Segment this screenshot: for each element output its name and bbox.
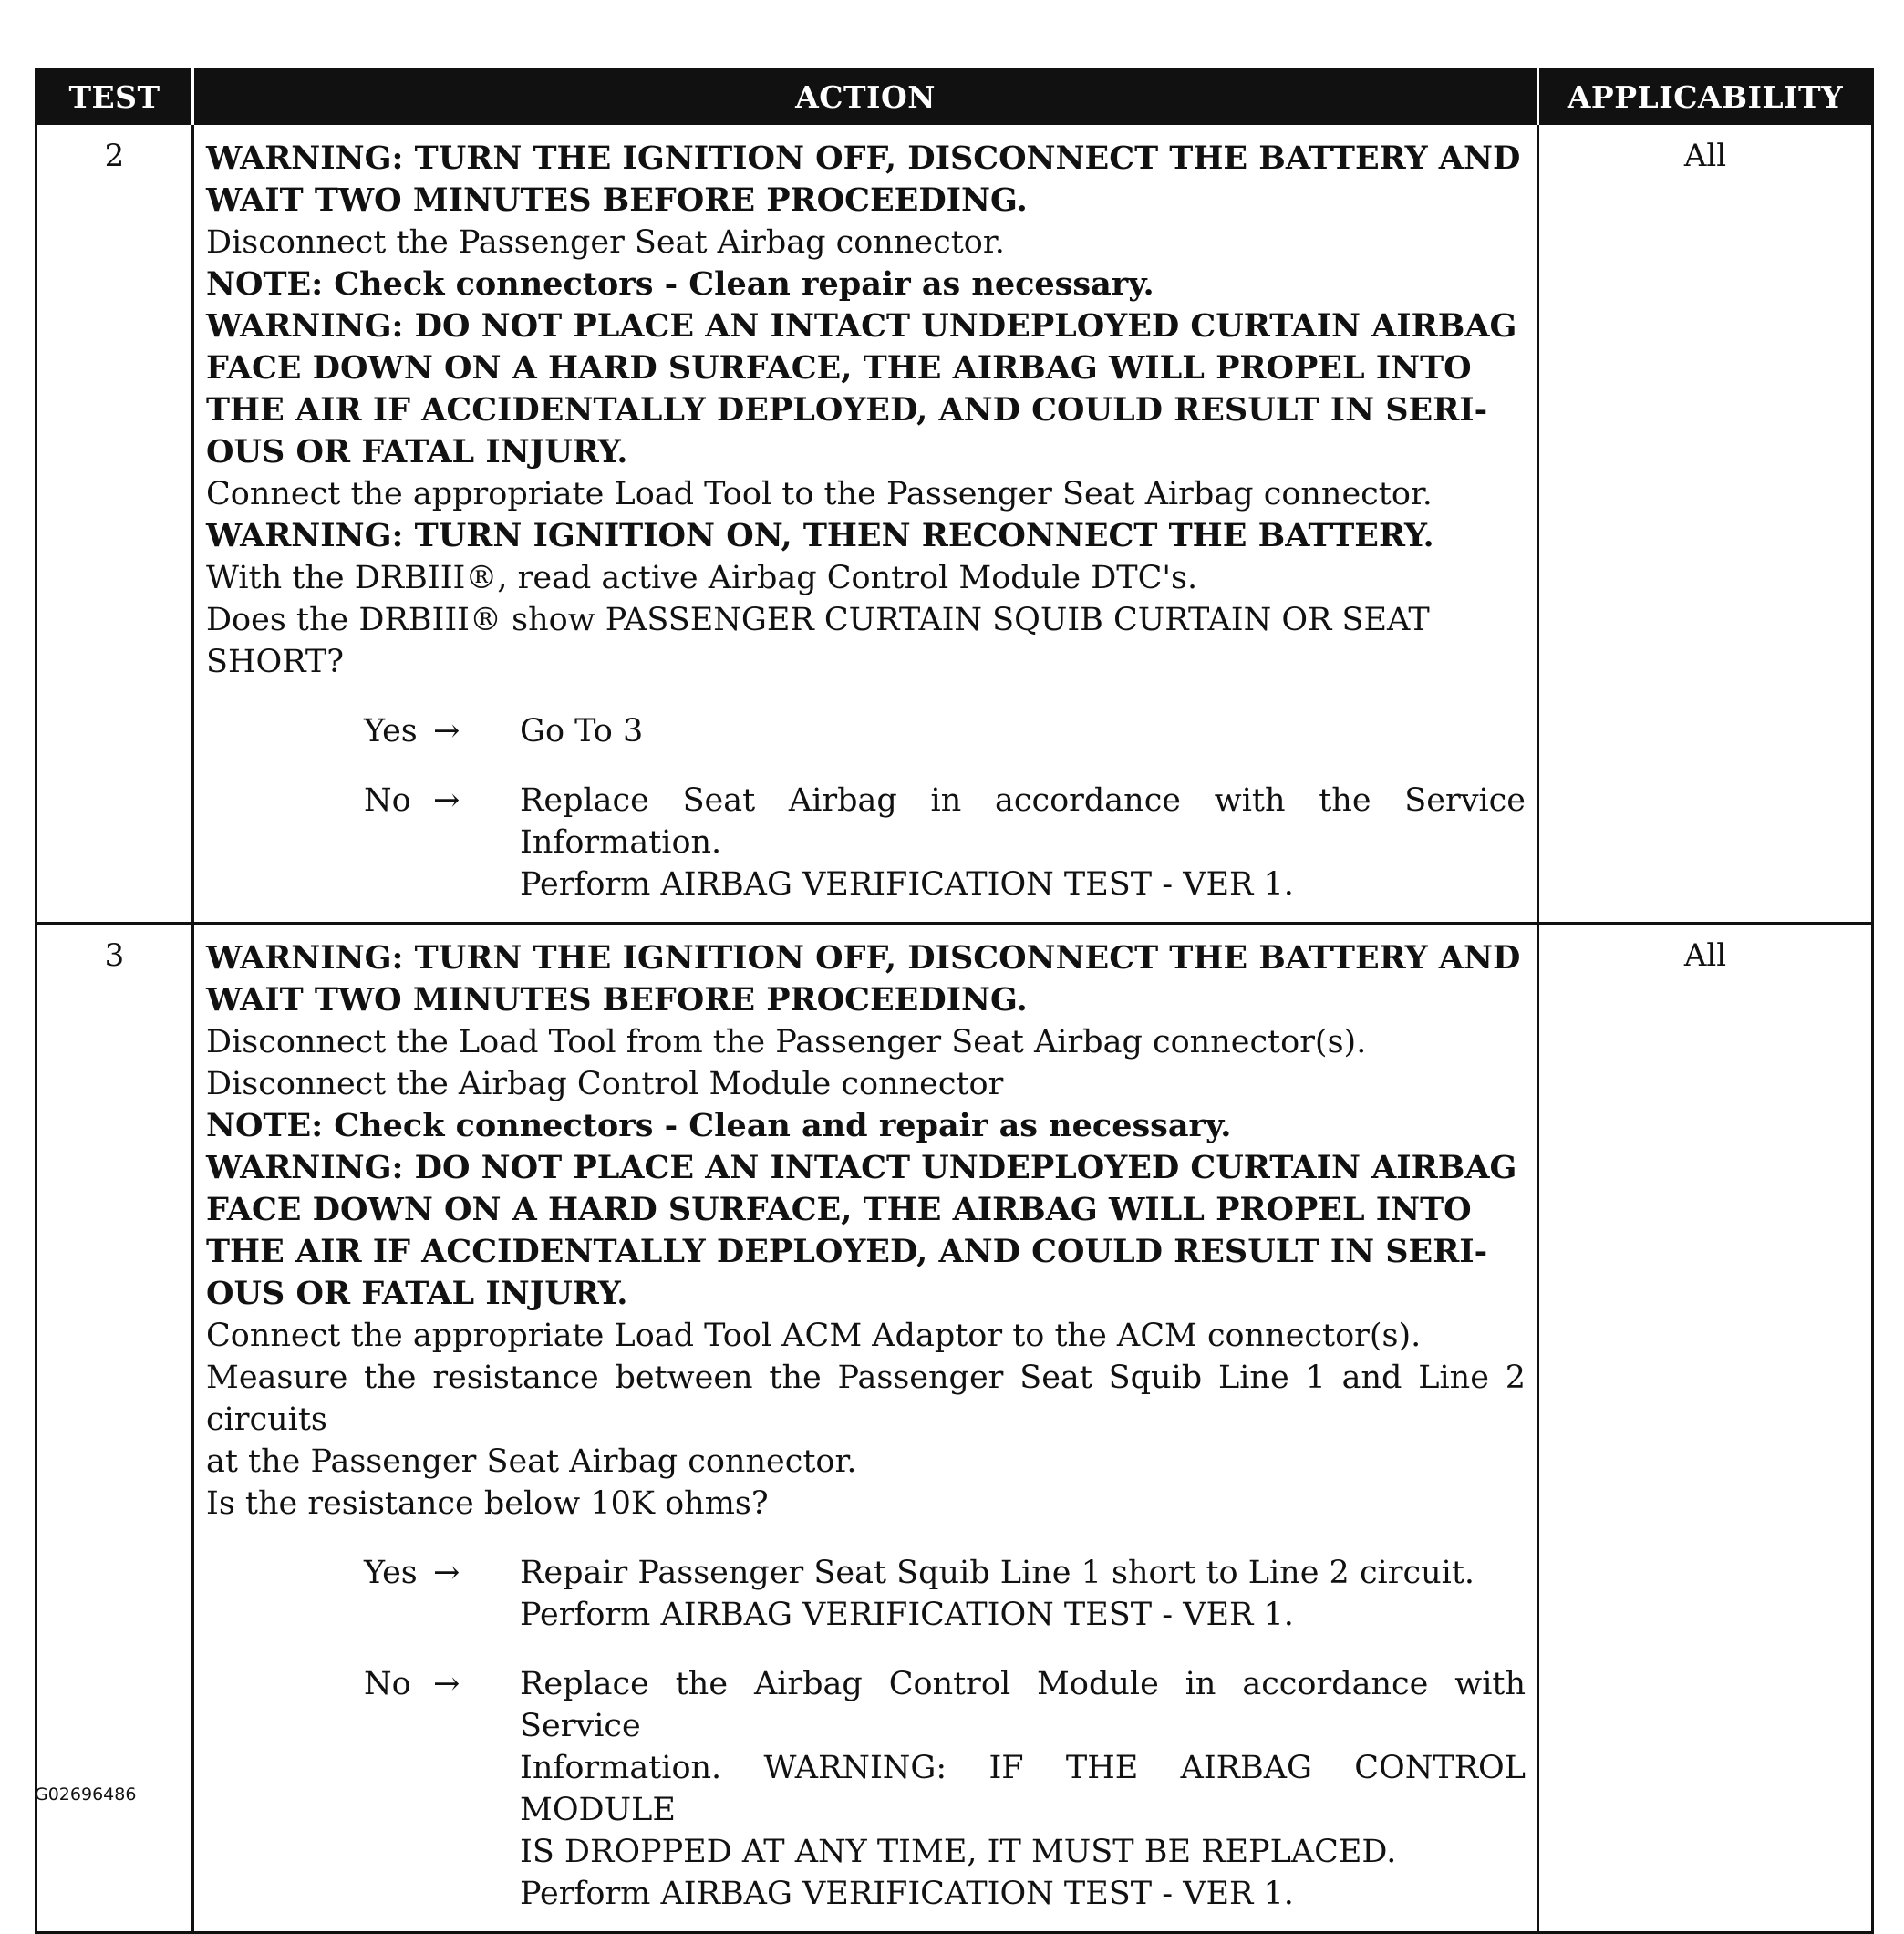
warning-line: FACE DOWN ON A HARD SURFACE, THE AIRBAG WILL PROPEL INTO: [206, 349, 1472, 387]
header-test: TEST: [36, 70, 193, 124]
right-arrow-icon: →: [433, 782, 460, 819]
right-arrow-icon: →: [433, 1666, 460, 1702]
action-cell: [193, 124, 1538, 924]
test-number: 3: [36, 924, 193, 1933]
warning-line: OUS OR FATAL INJURY.: [206, 1275, 628, 1312]
right-arrow-icon: →: [433, 713, 460, 750]
yes-branch: [206, 710, 1526, 752]
applicability-value: All: [1538, 924, 1873, 1933]
header-action: ACTION: [193, 70, 1538, 124]
no-result: [520, 1663, 1526, 1915]
result-line: Replace the Airbag Control Module in accordance with Service: [520, 1666, 1526, 1744]
instruction-line: Disconnect the Load Tool from the Passenger Seat Airbag connector(s).: [206, 1024, 1367, 1060]
yes-result: [520, 1552, 1526, 1636]
result-line: Information. WARNING: IF THE AIRBAG CONTROL MODULE: [520, 1750, 1526, 1828]
instruction-line: at the Passenger Seat Airbag connector.: [206, 1443, 857, 1480]
warning-line: WAIT TWO MINUTES BEFORE PROCEEDING.: [206, 981, 1028, 1019]
instruction-line: With the DRBIII®, read active Airbag Control Module DTC's.: [206, 560, 1198, 596]
header-applicability: APPLICABILITY: [1538, 70, 1873, 124]
instruction-line: Connect the appropriate Load Tool to the Passenger Seat Airbag connector.: [206, 476, 1433, 512]
result-line: Repair Passenger Seat Squib Line 1 short to Line 2 circuit.: [520, 1555, 1475, 1591]
yes-label: Yes: [364, 1555, 418, 1591]
diagnostic-table: [35, 68, 1874, 1934]
warning-line: WARNING: DO NOT PLACE AN INTACT UNDEPLOYED CURTAIN AIRBAG: [206, 307, 1517, 345]
yes-branch: [206, 1552, 1526, 1636]
result-line: Perform AIRBAG VERIFICATION TEST - VER 1.: [520, 1876, 1294, 1912]
diagnostic-sheet: [35, 68, 1871, 1934]
no-branch: [206, 780, 1526, 905]
note-line: NOTE: Check connectors - Clean repair as necessary.: [206, 265, 1154, 303]
question-line: Is the resistance below 10K ohms?: [206, 1485, 769, 1522]
header-row: [36, 70, 1873, 124]
instruction-line: Disconnect the Airbag Control Module connector: [206, 1066, 1004, 1102]
right-arrow-icon: →: [433, 1555, 460, 1591]
test-number: 2: [36, 124, 193, 924]
question-line: SHORT?: [206, 644, 345, 680]
no-label: No: [364, 782, 411, 819]
no-result: [520, 780, 1526, 905]
no-branch: [206, 1663, 1526, 1915]
yes-result: [520, 710, 1526, 752]
result-line: Go To 3: [520, 713, 644, 750]
figure-id: G02696486: [35, 1784, 137, 1805]
warning-line: WARNING: TURN THE IGNITION OFF, DISCONNECT THE BATTERY AND: [206, 939, 1521, 977]
result-line: Perform AIRBAG VERIFICATION TEST - VER 1.: [520, 1597, 1294, 1633]
result-line: Replace Seat Airbag in accordance with the Service Information.: [520, 782, 1526, 861]
action-cell: [193, 924, 1538, 1933]
warning-line: WARNING: DO NOT PLACE AN INTACT UNDEPLOYED CURTAIN AIRBAG: [206, 1149, 1517, 1186]
warning-line: THE AIR IF ACCIDENTALLY DEPLOYED, AND COULD RESULT IN SERI-: [206, 1233, 1488, 1270]
result-line: IS DROPPED AT ANY TIME, IT MUST BE REPLACED.: [520, 1834, 1397, 1870]
test-row-2: [36, 124, 1873, 924]
warning-line: THE AIR IF ACCIDENTALLY DEPLOYED, AND COULD RESULT IN SERI-: [206, 391, 1488, 429]
note-line: NOTE: Check connectors - Clean and repair as necessary.: [206, 1107, 1232, 1144]
question-line: Does the DRBIII® show PASSENGER CURTAIN SQUIB CURTAIN OR SEAT: [206, 602, 1430, 638]
result-line: Perform AIRBAG VERIFICATION TEST - VER 1.: [520, 866, 1294, 903]
warning-line: OUS OR FATAL INJURY.: [206, 433, 628, 471]
warning-line: WAIT TWO MINUTES BEFORE PROCEEDING.: [206, 181, 1028, 219]
instruction-line: Connect the appropriate Load Tool ACM Adaptor to the ACM connector(s).: [206, 1318, 1422, 1354]
warning-line: WARNING: TURN IGNITION ON, THEN RECONNECT THE BATTERY.: [206, 517, 1434, 554]
instruction-line: Measure the resistance between the Passenger Seat Squib Line 1 and Line 2 circuits: [206, 1360, 1526, 1438]
warning-line: FACE DOWN ON A HARD SURFACE, THE AIRBAG WILL PROPEL INTO: [206, 1191, 1472, 1228]
warning-line: WARNING: TURN THE IGNITION OFF, DISCONNECT THE BATTERY AND: [206, 140, 1521, 177]
yes-label: Yes: [364, 713, 418, 750]
test-row-3: [36, 924, 1873, 1933]
applicability-value: All: [1538, 124, 1873, 924]
no-label: No: [364, 1666, 411, 1702]
instruction-line: Disconnect the Passenger Seat Airbag connector.: [206, 224, 1005, 261]
